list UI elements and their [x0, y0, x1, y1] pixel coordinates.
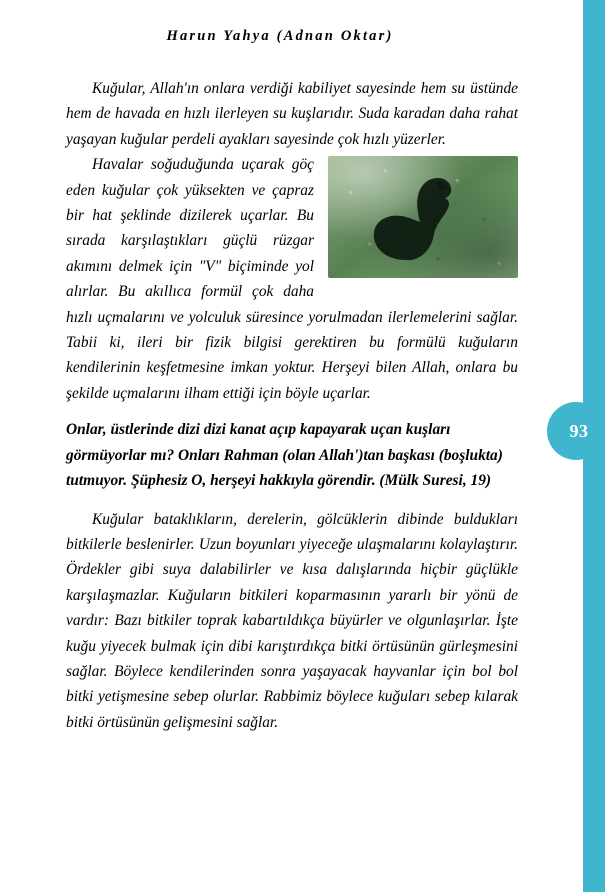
- quran-verse-quote: Onlar, üstlerinde dizi dizi kanat açıp kapayarak uçan kuşları görmüyorlar mı? Onları Rahman (olan Allah')tan başkası (boşlukta) tutmuyor. Şüphesiz O, herşeyi hakkıyla görendir. (Mülk Suresi, 19): [66, 421, 503, 490]
- paragraph-1: Kuğular, Allah'ın onlara verdiği kabiliyet sayesinde hem su üstünde hem de havada en hızlı ilerleyen su kuşlarıdır. Suda karadan daha rahat yaşayan kuğular perdeli ayakları sayesinde çok hızlı yüzerler.: [66, 80, 518, 148]
- paragraph-3: Kuğular bataklıkların, derelerin, gölcüklerin dibinde buldukları bitkilerle beslenirler. Uzun boyunları yiyeceğe ulaşmalarını kolaylaştırır. Ördekler gibi suya dalabilirler ve kısa dalışlarında hiçbir güçlükle karşılaşmazlar. Kuğuların bitkileri koparmasının yararlı bir yönü de vardır: Bazı bitkiler toprak kabartıldıkça büyürler ve olgunlaşırlar. İşte kuğu yiyecek bulmak için dibi karıştırdıkça bitki örtüsünün gürleşmesini sağlar. Böylece kendilerinden sonra yaşayacak hayvanlar için bol bol bitki yetişmesine sebep olurlar. Rabbimiz böylece kuğuları sebep kılarak bitki örtüsünün gelişmesini sağlar.: [66, 510, 518, 731]
- running-header: Harun Yahya (Adnan Oktar): [166, 28, 394, 44]
- swan-silhouette-icon: [346, 172, 496, 272]
- page-number: 93: [569, 421, 589, 441]
- page-content: [66, 76, 518, 735]
- paragraph-2: Havalar soğuduğunda uçarak göç eden kuğular çok yüksekten ve çapraz bir hat şeklinde dizilerek uçarlar. Bu sırada karşılaştıkları güçlü rüzgar akımını delmek için "V" biçiminde yol alırlar. Bu akıllıca formül çok daha hızlı uçmalarını ve yolculuk süresince yorulmadan ilerlemelerini sağlar. Tabii ki, ileri bir fizik bilgisi gerektiren bu formülü kuğuların kendilerinin keşfetmesine imkan yoktur. Herşeyi bilen Allah, onlara bu şekilde uçmalarını ilham ettiği için böyle uçarlar.: [66, 156, 518, 402]
- black-swan-photo: [328, 156, 518, 278]
